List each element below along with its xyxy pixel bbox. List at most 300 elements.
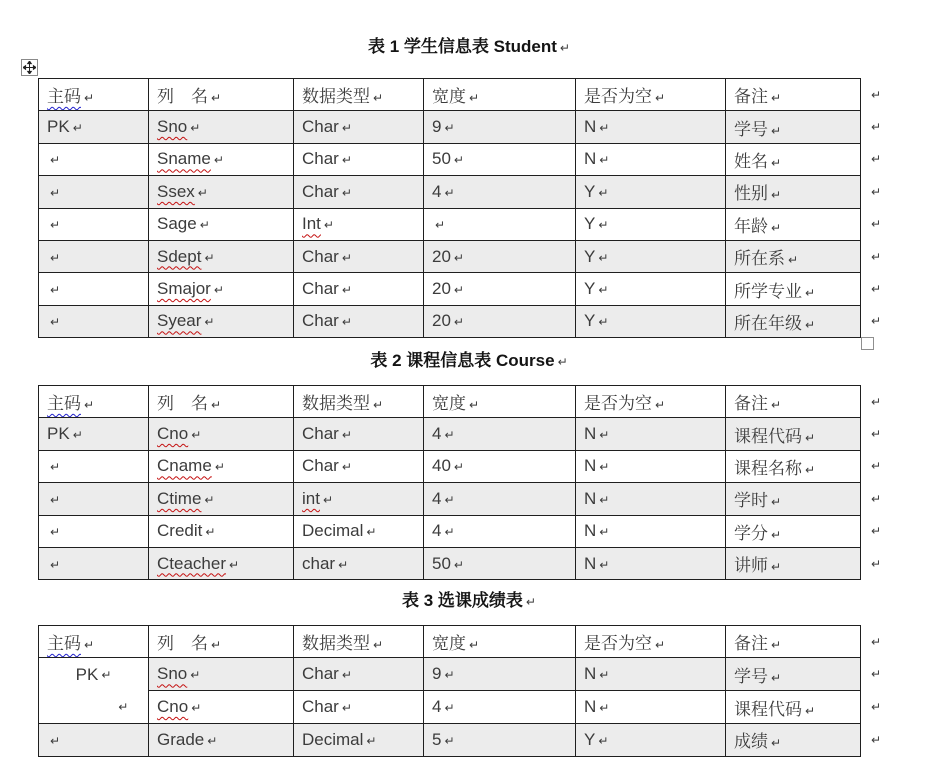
- table-cell[interactable]: [726, 273, 861, 305]
- table-cell[interactable]: [149, 691, 294, 724]
- cell-end-mark-icon: ↵: [84, 91, 95, 106]
- cell-text: N: [584, 664, 597, 684]
- paragraph-mark-icon: ↵: [557, 355, 568, 369]
- cell-text: Y: [584, 246, 596, 266]
- table-cell[interactable]: [149, 483, 294, 515]
- table-cell[interactable]: [424, 483, 576, 515]
- header-cell[interactable]: [149, 79, 294, 111]
- table-cell[interactable]: [294, 208, 424, 240]
- header-label: 备注: [734, 87, 768, 107]
- header-label: 宽度: [432, 87, 466, 107]
- row-end-mark-icon: ↵: [871, 314, 882, 329]
- cell-text: PK: [75, 664, 99, 684]
- cell-end-mark-icon: ↵: [50, 283, 61, 298]
- cell-text: int: [302, 488, 320, 508]
- table-cell[interactable]: [294, 176, 424, 208]
- header-label: 备注: [734, 394, 768, 414]
- table-cell[interactable]: [726, 724, 861, 756]
- cell-text: Sno: [157, 117, 188, 137]
- header-cell[interactable]: [294, 626, 424, 658]
- cell-text: Char: [302, 456, 339, 476]
- cell-end-mark-icon: ↵: [598, 185, 609, 200]
- table-row: [39, 305, 889, 337]
- table-cell[interactable]: [149, 515, 294, 547]
- cell-end-mark-icon: ↵: [469, 398, 480, 413]
- row-end-mark-cell: [861, 208, 889, 240]
- header-cell[interactable]: [294, 79, 424, 111]
- cell-end-mark-icon: ↵: [84, 638, 95, 653]
- table-cell[interactable]: [39, 418, 149, 450]
- cell-end-mark-icon: ↵: [50, 460, 61, 475]
- cell-end-mark-icon: ↵: [598, 315, 609, 330]
- table-cell[interactable]: [294, 240, 424, 272]
- table-cell[interactable]: [424, 305, 576, 337]
- table-cell[interactable]: [39, 273, 149, 305]
- row-end-mark-icon: ↵: [871, 152, 882, 167]
- table-row: [39, 418, 889, 450]
- paragraph-mark-icon: ↵: [559, 41, 570, 55]
- cell-end-mark-icon: ↵: [599, 557, 610, 572]
- table3-title-text: 表 3 选课成绩表: [402, 591, 523, 610]
- cell-end-mark-icon: ↵: [322, 492, 334, 507]
- table-row: [39, 111, 889, 143]
- row-end-mark-icon: ↵: [871, 249, 882, 264]
- table-cell[interactable]: [576, 176, 726, 208]
- grade-table: [38, 625, 889, 757]
- cell-end-mark-icon: ↵: [805, 285, 816, 300]
- cell-end-mark-icon: ↵: [655, 638, 666, 653]
- table-cell[interactable]: [726, 208, 861, 240]
- cell-end-mark-icon: ↵: [453, 283, 464, 298]
- table-row: [39, 515, 889, 547]
- table-cell[interactable]: [576, 658, 726, 691]
- table-cell[interactable]: [149, 724, 294, 756]
- cell-end-mark-icon: ↵: [190, 668, 201, 683]
- table-cell[interactable]: [39, 724, 149, 756]
- cell-end-mark-icon: ↵: [771, 527, 782, 542]
- cell-text: Y: [584, 181, 596, 201]
- row-end-mark-cell: [861, 111, 889, 143]
- cell-end-mark-icon: ↵: [771, 560, 782, 575]
- cell-end-mark-icon: ↵: [805, 703, 816, 718]
- header-cell[interactable]: [576, 626, 726, 658]
- cell-end-mark-icon: ↵: [435, 218, 446, 233]
- table-cell[interactable]: [149, 143, 294, 175]
- course-table: [38, 385, 889, 580]
- cell-end-mark-icon: ↵: [771, 398, 782, 413]
- row-end-mark-icon: ↵: [871, 87, 882, 102]
- cell-end-mark-icon: ↵: [453, 315, 464, 330]
- cell-text: Cno: [157, 697, 189, 717]
- cell-end-mark-icon: ↵: [805, 317, 816, 332]
- cell-end-mark-icon: ↵: [50, 733, 61, 748]
- table-cell[interactable]: [149, 208, 294, 240]
- table-cell[interactable]: [576, 240, 726, 272]
- table-cell[interactable]: [726, 143, 861, 175]
- cell-end-mark-icon: ↵: [771, 123, 782, 138]
- header-cell[interactable]: [424, 626, 576, 658]
- cell-end-mark-icon: ↵: [599, 460, 610, 475]
- table-cell[interactable]: [424, 273, 576, 305]
- cell-end-mark-icon: ↵: [341, 668, 352, 683]
- cell-end-mark-icon: ↵: [213, 283, 224, 298]
- cell-end-mark-icon: ↵: [197, 185, 208, 200]
- table-cell[interactable]: [39, 483, 149, 515]
- cell-end-mark-icon: ↵: [453, 153, 464, 168]
- cell-end-mark-icon: ↵: [228, 557, 240, 572]
- table-cell[interactable]: [726, 515, 861, 547]
- row-end-mark-icon: ↵: [871, 120, 882, 135]
- table-cell[interactable]: [726, 450, 861, 482]
- table-row: [39, 240, 889, 272]
- cell-text: 20: [432, 279, 451, 299]
- cell-text: 学时: [734, 491, 768, 511]
- header-cell[interactable]: [726, 386, 861, 418]
- cell-end-mark-icon: ↵: [453, 460, 464, 475]
- cell-end-mark-icon: ↵: [50, 525, 61, 540]
- table-cell[interactable]: [294, 273, 424, 305]
- cell-text: 9: [432, 117, 442, 137]
- row-end-mark-cell: [861, 515, 889, 547]
- cell-text: N: [584, 488, 597, 508]
- cell-end-mark-icon: ↵: [788, 253, 799, 268]
- table-cell[interactable]: [424, 176, 576, 208]
- cell-text: 4: [432, 181, 442, 201]
- cell-end-mark-icon: ↵: [207, 733, 218, 748]
- header-label: 备注: [734, 634, 768, 654]
- cell-text: Char: [302, 279, 339, 299]
- table-cell[interactable]: [149, 240, 294, 272]
- header-label: 是否为空: [584, 87, 652, 107]
- cell-end-mark-icon: ↵: [598, 250, 609, 265]
- header-cell[interactable]: [39, 79, 149, 111]
- table-cell[interactable]: [576, 273, 726, 305]
- cell-text: PK: [47, 424, 70, 444]
- row-end-mark-cell: [861, 547, 889, 579]
- table-cell[interactable]: [726, 418, 861, 450]
- row-end-mark-cell: [861, 305, 889, 337]
- table-cell[interactable]: [39, 111, 149, 143]
- table-cell[interactable]: [424, 143, 576, 175]
- cell-text: 20: [432, 246, 451, 266]
- header-label: 列 名: [157, 87, 208, 107]
- table-row: [39, 208, 889, 240]
- table-cell[interactable]: [424, 724, 576, 756]
- cell-text: N: [584, 117, 597, 137]
- cell-text: Y: [584, 729, 596, 749]
- table-cell[interactable]: [726, 658, 861, 691]
- table-cell[interactable]: [576, 483, 726, 515]
- cell-end-mark-icon: ↵: [771, 736, 782, 751]
- header-label: 数据类型: [302, 634, 370, 654]
- table-cell[interactable]: [39, 143, 149, 175]
- table1-title-text: 表 1 学生信息表 Student: [368, 37, 557, 56]
- cell-text: N: [584, 697, 597, 717]
- header-cell[interactable]: [294, 386, 424, 418]
- cell-end-mark-icon: ↵: [214, 460, 225, 475]
- table-cell[interactable]: [576, 208, 726, 240]
- cell-end-mark-icon: ↵: [373, 91, 384, 106]
- cell-text: Char: [302, 246, 339, 266]
- cell-text: 50: [432, 149, 451, 169]
- cell-text: Char: [302, 117, 339, 137]
- table-cell[interactable]: [149, 305, 294, 337]
- cell-end-mark-icon: ↵: [366, 733, 377, 748]
- row-end-mark-icon: ↵: [871, 667, 882, 682]
- table-row: [39, 724, 889, 756]
- cell-text: 4: [432, 697, 442, 717]
- cell-text: Y: [584, 279, 596, 299]
- cell-end-mark-icon: ↵: [50, 153, 61, 168]
- table-cell[interactable]: [149, 450, 294, 482]
- table-cell[interactable]: [39, 450, 149, 482]
- cell-text: 9: [432, 664, 442, 684]
- table-cell[interactable]: [424, 515, 576, 547]
- cell-end-mark-icon: ↵: [341, 283, 352, 298]
- row-end-mark-cell: [861, 691, 889, 724]
- table-cell[interactable]: [294, 658, 424, 691]
- table-resize-handle[interactable]: [861, 337, 874, 350]
- cell-end-mark-icon: ↵: [599, 153, 610, 168]
- cell-text: 40: [432, 456, 451, 476]
- table-cell[interactable]: [726, 691, 861, 724]
- cell-end-mark-icon: ↵: [213, 153, 224, 168]
- cell-end-mark-icon: ↵: [366, 525, 377, 540]
- header-cell[interactable]: [149, 386, 294, 418]
- table-cell[interactable]: [294, 691, 424, 724]
- cell-text: N: [584, 149, 597, 169]
- cell-end-mark-icon: ↵: [469, 638, 480, 653]
- table-cell[interactable]: [576, 515, 726, 547]
- cell-end-mark-icon: ↵: [341, 428, 352, 443]
- row-end-mark-icon: ↵: [871, 427, 882, 442]
- header-cell[interactable]: [576, 79, 726, 111]
- cell-text: Credit: [157, 521, 203, 541]
- cell-text: char: [302, 553, 336, 573]
- cell-text: Grade: [157, 729, 205, 749]
- table-cell[interactable]: [39, 208, 149, 240]
- table-row: [39, 658, 889, 691]
- cell-end-mark-icon: ↵: [771, 91, 782, 106]
- table-cell[interactable]: [576, 724, 726, 756]
- header-label: 列 名: [157, 634, 208, 654]
- table-cell[interactable]: [39, 547, 149, 579]
- header-label: 主码: [47, 634, 81, 654]
- table-cell[interactable]: [424, 691, 576, 724]
- cell-end-mark-icon: ↵: [191, 701, 202, 716]
- table-cell[interactable]: [149, 111, 294, 143]
- table-cell[interactable]: [149, 273, 294, 305]
- cell-text: 成绩: [734, 732, 768, 752]
- primary-key-merged-cell[interactable]: [39, 658, 149, 724]
- cell-text: 所在系: [734, 249, 785, 269]
- table-cell[interactable]: [294, 111, 424, 143]
- cell-end-mark-icon: ↵: [655, 91, 666, 106]
- cell-text: Y: [584, 311, 596, 331]
- table-cell[interactable]: [726, 176, 861, 208]
- cell-text: Char: [302, 424, 339, 444]
- header-label: 宽度: [432, 394, 466, 414]
- cell-text: Cno: [157, 424, 189, 444]
- table-cell[interactable]: [294, 450, 424, 482]
- cell-text: 性别: [734, 184, 768, 204]
- cell-end-mark-icon: ↵: [341, 315, 352, 330]
- row-end-mark-icon: ↵: [871, 184, 882, 199]
- header-cell[interactable]: [576, 386, 726, 418]
- header-cell[interactable]: [424, 386, 576, 418]
- cell-end-mark-icon: ↵: [469, 91, 480, 106]
- header-cell[interactable]: [39, 386, 149, 418]
- cell-text: 所学专业: [734, 281, 802, 301]
- table-cell[interactable]: [726, 111, 861, 143]
- cell-end-mark-icon: ↵: [204, 492, 215, 507]
- table-cell[interactable]: [294, 483, 424, 515]
- cell-end-mark-icon: ↵: [204, 315, 215, 330]
- cell-end-mark-icon: ↵: [444, 185, 455, 200]
- cell-end-mark-icon: ↵: [338, 557, 349, 572]
- cell-end-mark-icon: ↵: [599, 121, 610, 136]
- table-cell[interactable]: [424, 208, 576, 240]
- cell-end-mark-icon: ↵: [598, 733, 609, 748]
- row-end-mark-icon: ↵: [871, 700, 882, 715]
- table-cell[interactable]: [726, 547, 861, 579]
- cell-end-mark-icon: ↵: [211, 638, 222, 653]
- table-cell[interactable]: [576, 305, 726, 337]
- cell-end-mark-icon: ↵: [50, 185, 61, 200]
- cell-end-mark-icon: ↵: [190, 121, 201, 136]
- row-end-mark-cell: [861, 176, 889, 208]
- header-row: [39, 626, 889, 658]
- table-cell[interactable]: [39, 515, 149, 547]
- table-cell[interactable]: [726, 483, 861, 515]
- row-end-mark-icon: ↵: [871, 634, 882, 649]
- row-end-mark-icon: ↵: [871, 732, 882, 747]
- cell-end-mark-icon: ↵: [84, 398, 95, 413]
- cell-end-mark-icon: ↵: [444, 668, 455, 683]
- table-cell[interactable]: [726, 240, 861, 272]
- row-end-mark-cell: [861, 418, 889, 450]
- table-cell[interactable]: [39, 240, 149, 272]
- pk-empty-line: [39, 691, 148, 723]
- student-table: [38, 78, 889, 338]
- table-cell[interactable]: [424, 111, 576, 143]
- cell-text: 4: [432, 521, 442, 541]
- table-cell[interactable]: [424, 547, 576, 579]
- header-cell[interactable]: [39, 626, 149, 658]
- row-end-mark-icon: ↵: [871, 491, 882, 506]
- table-cell[interactable]: [39, 305, 149, 337]
- table-cell[interactable]: [576, 450, 726, 482]
- header-label: 主码: [47, 87, 81, 107]
- cell-end-mark-icon: ↵: [199, 218, 210, 233]
- cell-text: 所在年级: [734, 313, 802, 333]
- table-cell[interactable]: [576, 418, 726, 450]
- table-cell[interactable]: [424, 418, 576, 450]
- table-cell[interactable]: [726, 305, 861, 337]
- table-cell[interactable]: [294, 547, 424, 579]
- table-cell[interactable]: [576, 691, 726, 724]
- cell-end-mark-icon: ↵: [599, 428, 610, 443]
- cell-end-mark-icon: ↵: [211, 91, 222, 106]
- cell-text: N: [584, 553, 597, 573]
- row-end-mark-cell: [861, 658, 889, 691]
- cell-end-mark-icon: ↵: [444, 428, 455, 443]
- cell-text: N: [584, 456, 597, 476]
- cell-end-mark-icon: ↵: [204, 250, 215, 265]
- cell-text: Char: [302, 697, 339, 717]
- header-label: 数据类型: [302, 87, 370, 107]
- header-cell[interactable]: [726, 626, 861, 658]
- header-cell[interactable]: [149, 626, 294, 658]
- table-cell[interactable]: [576, 111, 726, 143]
- row-end-mark-cell: [861, 143, 889, 175]
- cell-text: N: [584, 424, 597, 444]
- cell-text: 年龄: [734, 216, 768, 236]
- table-cell[interactable]: [294, 143, 424, 175]
- cell-text: 姓名: [734, 151, 768, 171]
- table-cell[interactable]: [424, 450, 576, 482]
- cell-text: Char: [302, 311, 339, 331]
- table-cell[interactable]: [294, 515, 424, 547]
- cell-end-mark-icon: ↵: [444, 525, 455, 540]
- table-cell[interactable]: [294, 305, 424, 337]
- header-cell[interactable]: [726, 79, 861, 111]
- table-cell[interactable]: [294, 724, 424, 756]
- table-row: [39, 176, 889, 208]
- cell-text: Sname: [157, 149, 211, 169]
- table-cell[interactable]: [294, 418, 424, 450]
- table-cell[interactable]: [39, 176, 149, 208]
- table-cell[interactable]: [424, 658, 576, 691]
- table-cell[interactable]: [149, 658, 294, 691]
- table-cell[interactable]: [149, 547, 294, 579]
- cell-text: Cteacher: [157, 553, 226, 573]
- row-end-mark-cell: [861, 240, 889, 272]
- cell-text: Decimal: [302, 521, 364, 541]
- cell-end-mark-icon: ↵: [50, 492, 61, 507]
- table-row: [39, 143, 889, 175]
- header-label: 数据类型: [302, 394, 370, 414]
- row-end-mark-icon: ↵: [871, 282, 882, 297]
- cell-end-mark-icon: ↵: [771, 495, 782, 510]
- cell-text: 4: [432, 488, 442, 508]
- cell-end-mark-icon: ↵: [599, 492, 610, 507]
- cell-end-mark-icon: ↵: [599, 668, 610, 683]
- pk-line: [39, 658, 148, 690]
- table-cell[interactable]: [424, 240, 576, 272]
- cell-end-mark-icon: ↵: [599, 525, 610, 540]
- header-row: [39, 386, 889, 418]
- table-row: [39, 450, 889, 482]
- table-cell[interactable]: [149, 176, 294, 208]
- cell-end-mark-icon: ↵: [655, 398, 666, 413]
- table-cell[interactable]: [149, 418, 294, 450]
- cell-text: Decimal: [302, 729, 364, 749]
- cell-text: 20: [432, 311, 451, 331]
- table-cell[interactable]: [576, 547, 726, 579]
- cell-end-mark-icon: ↵: [50, 315, 61, 330]
- table-move-handle-icon[interactable]: [21, 59, 38, 76]
- cell-end-mark-icon: ↵: [444, 121, 455, 136]
- row-end-mark-cell: [861, 386, 889, 418]
- header-label: 是否为空: [584, 394, 652, 414]
- table-cell[interactable]: [576, 143, 726, 175]
- header-cell[interactable]: [424, 79, 576, 111]
- cell-text: Ctime: [157, 488, 202, 508]
- cell-text: Smajor: [157, 279, 211, 299]
- cell-end-mark-icon: ↵: [341, 185, 352, 200]
- cell-text: 50: [432, 553, 451, 573]
